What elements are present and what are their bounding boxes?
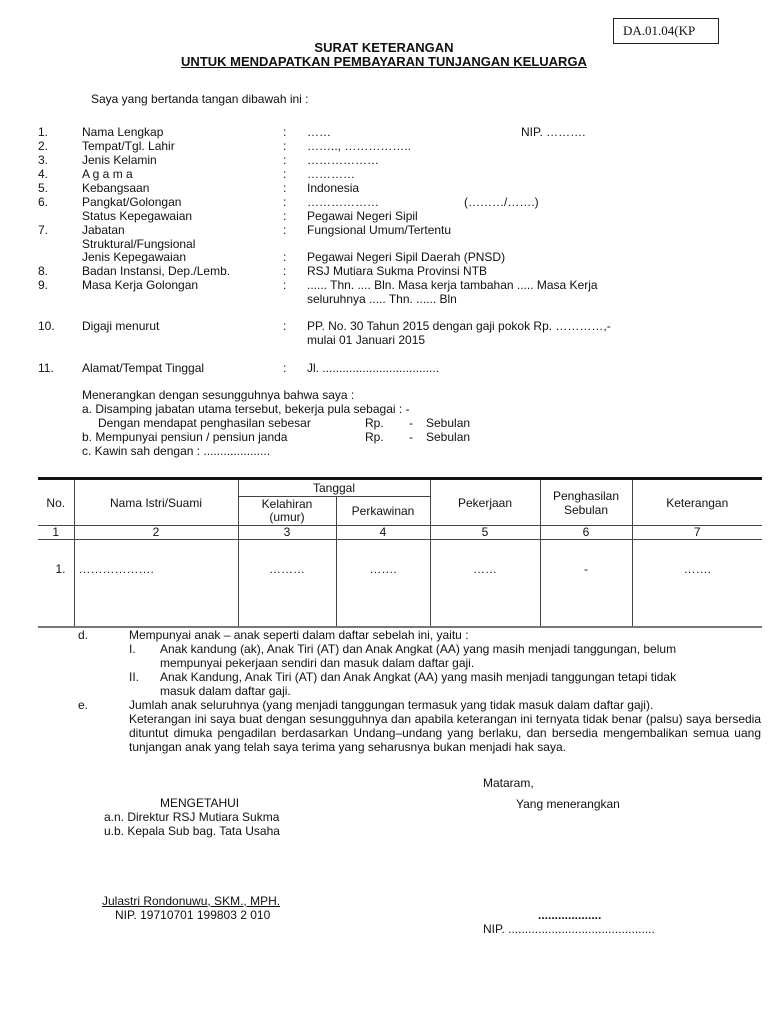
index-cell: 5: [430, 526, 540, 540]
field-value: ...... Thn. .... Bln. Masa kerja tambahan ..... Masa Kerja: [307, 278, 598, 292]
section-e-text: Jumlah anak seluruhnya (yang menjadi tanggungan termasuk yang tidak masuk dalam daftar gaji).: [129, 698, 654, 712]
field-number: 9.: [38, 278, 49, 292]
declaration-a-dash: -: [409, 416, 413, 430]
field-colon: :: [283, 278, 287, 292]
row-penghasilan: -: [540, 540, 632, 628]
field-label: Status Kepegawaian: [82, 209, 193, 223]
field-label: Digaji menurut: [82, 319, 160, 333]
field-label: Struktural/Fungsional: [82, 237, 196, 251]
header-tanggal: Tanggal: [238, 479, 430, 497]
statement-paragraph: Keterangan ini saya buat dengan sesungguhnya dan apabila keterangan ini ternyata tidak benar (palsu) saya bersedia dituntut dimuka pengadilan berdasarkan Undang–undang yang berlaku, dan bersedia mengembalikan semua uang tunjangan anak yang telah saya terima yang seharusnya bukan menjadi hak saya.: [129, 712, 761, 754]
field-number: 10.: [38, 319, 55, 333]
field-label: A g a m a: [82, 167, 133, 181]
field-colon: :: [283, 153, 287, 167]
section-d-ii-text1: Anak Kandung, Anak Tiri (AT) dan Anak Angkat (AA) yang masih menjadi tanggungan tetapi tidak: [160, 670, 677, 684]
field-number: 5.: [38, 181, 49, 195]
field-colon: :: [283, 250, 287, 264]
row-kelahiran: ………: [238, 540, 336, 628]
field-colon: :: [283, 264, 287, 278]
header-pekerjaan: Pekerjaan: [430, 479, 540, 526]
index-cell: 1: [38, 526, 74, 540]
field-value: Jl. ...................................: [307, 361, 440, 375]
field-label: Tempat/Tgl. Lahir: [82, 139, 175, 153]
row-keterangan: …….: [632, 540, 762, 628]
declaration-a-income: Dengan mendapat penghasilan sebesar: [98, 416, 311, 430]
field-colon: :: [283, 209, 287, 223]
field-label: Jabatan: [82, 223, 125, 237]
field-label: Badan Instansi, Dep./Lemb.: [82, 264, 231, 278]
declaration-b-per: Sebulan: [426, 430, 471, 444]
section-d-text: Mempunyai anak – anak seperti dalam daftar sebelah ini, yaitu :: [129, 628, 469, 642]
field-colon: :: [283, 223, 287, 237]
header-nama: Nama Istri/Suami: [74, 479, 238, 526]
field-extra: NIP. ……….: [521, 125, 586, 139]
field-label: Kebangsaan: [82, 181, 150, 195]
index-cell: 2: [74, 526, 238, 540]
field-value: Indonesia: [307, 181, 360, 195]
declaration-a: a. Disamping jabatan utama tersebut, bekerja pula sebagai : -: [82, 402, 410, 416]
index-cell: 3: [238, 526, 336, 540]
document-subtitle: UNTUK MENDAPATKAN PEMBAYARAN TUNJANGAN KELUARGA: [181, 54, 587, 69]
declaration-b-rp: Rp.: [365, 430, 384, 444]
declarant-nip: NIP. ............................................: [483, 922, 655, 936]
declaration-a-rp: Rp.: [365, 416, 384, 430]
field-colon: :: [283, 181, 287, 195]
declaration-a-per: Sebulan: [426, 416, 471, 430]
field-value-continued: mulai 01 Januari 2015: [307, 333, 426, 347]
field-number: 2.: [38, 139, 49, 153]
declaration-c: c. Kawin sah dengan : ....................: [82, 444, 271, 458]
row-pekerjaan: ……: [430, 540, 540, 628]
section-d-letter: d.: [78, 628, 89, 642]
row-perkawinan: …….: [336, 540, 430, 628]
declaration-b: b. Mempunyai pensiun / pensiun janda: [82, 430, 288, 444]
field-value: RSJ Mutiara Sukma Provinsi NTB: [307, 264, 488, 278]
index-cell: 6: [540, 526, 632, 540]
field-value: ………………: [307, 195, 379, 209]
signature-an: a.n. Direktur RSJ Mutiara Sukma: [104, 810, 280, 824]
section-d-i-num: I.: [129, 642, 136, 656]
section-d-i-text1: Anak kandung (ak), Anak Tiri (AT) dan Anak Angkat (AA) yang masih menjadi tanggungan, belum: [160, 642, 677, 656]
header-no: No.: [38, 479, 74, 526]
field-value: ………………: [307, 153, 379, 167]
field-extra: (………/…….): [464, 195, 539, 209]
field-number: 1.: [38, 125, 49, 139]
section-d-i-text2: mempunyai pekerjaan sendiri dan masuk dalam daftar gaji.: [160, 656, 475, 670]
field-value: Pegawai Negeri Sipil Daerah (PNSD): [307, 250, 506, 264]
field-value: ……: [307, 125, 331, 139]
field-number: 4.: [38, 167, 49, 181]
official-nip: NIP. 19710701 199803 2 010: [115, 908, 271, 922]
signature-place: Mataram,: [483, 776, 534, 790]
field-number: 3.: [38, 153, 49, 167]
field-label: Pangkat/Golongan: [82, 195, 182, 209]
declaration-b-dash: -: [409, 430, 413, 444]
document-code: DA.01.04(KP: [613, 18, 719, 44]
table-row: [38, 540, 762, 628]
section-e-letter: e.: [78, 698, 89, 712]
index-cell: 4: [336, 526, 430, 540]
field-value: Fungsional Umum/Tertentu: [307, 223, 452, 237]
header-perkawinan: Perkawinan: [336, 497, 430, 526]
signature-declarant-title: Yang menerangkan: [516, 797, 620, 811]
field-label: Jenis Kepegawaian: [82, 250, 187, 264]
field-label: Nama Lengkap: [82, 125, 164, 139]
section-d-ii-text2: masuk dalam daftar gaji.: [160, 684, 291, 698]
field-value: …….., ……………..: [307, 139, 412, 153]
field-colon: :: [283, 361, 287, 375]
document-title: SURAT KETERANGAN: [314, 40, 454, 55]
field-number: 8.: [38, 264, 49, 278]
field-value: …………: [307, 167, 355, 181]
field-colon: :: [283, 319, 287, 333]
header-kelahiran: Kelahiran (umur): [238, 497, 336, 526]
index-cell: 7: [632, 526, 762, 540]
field-value: PP. No. 30 Tahun 2015 dengan gaji pokok Rp. …………,-: [307, 319, 611, 333]
intro-text: Saya yang bertanda tangan dibawah ini :: [91, 92, 309, 106]
field-colon: :: [283, 125, 287, 139]
section-d-ii-num: II.: [129, 670, 140, 684]
field-label: Masa Kerja Golongan: [82, 278, 199, 292]
field-number: 6.: [38, 195, 49, 209]
field-colon: :: [283, 139, 287, 153]
header-keterangan: Keterangan: [632, 479, 762, 526]
field-number: 7.: [38, 223, 49, 237]
signature-knowing: MENGETAHUI: [160, 796, 240, 810]
row-no: 1.: [38, 540, 74, 628]
field-value-continued: seluruhnya ..... Thn. ...... Bln: [307, 292, 457, 306]
declarant-name: ...................: [538, 908, 602, 922]
signature-ub: u.b. Kepala Sub bag. Tata Usaha: [104, 824, 280, 838]
field-label: Jenis Kelamin: [82, 153, 157, 167]
declaration-heading: Menerangkan dengan sesungguhnya bahwa saya :: [82, 388, 355, 402]
field-number: 11.: [38, 361, 54, 375]
field-value: Pegawai Negeri Sipil: [307, 209, 418, 223]
field-colon: :: [283, 167, 287, 181]
field-label: Alamat/Tempat Tinggal: [82, 361, 205, 375]
row-nama: ……………….: [74, 540, 238, 628]
header-penghasilan: Penghasilan Sebulan: [540, 479, 632, 526]
spouse-table: [38, 477, 762, 628]
field-colon: :: [283, 195, 287, 209]
official-name: Julastri Rondonuwu, SKM., MPH.: [102, 894, 281, 908]
